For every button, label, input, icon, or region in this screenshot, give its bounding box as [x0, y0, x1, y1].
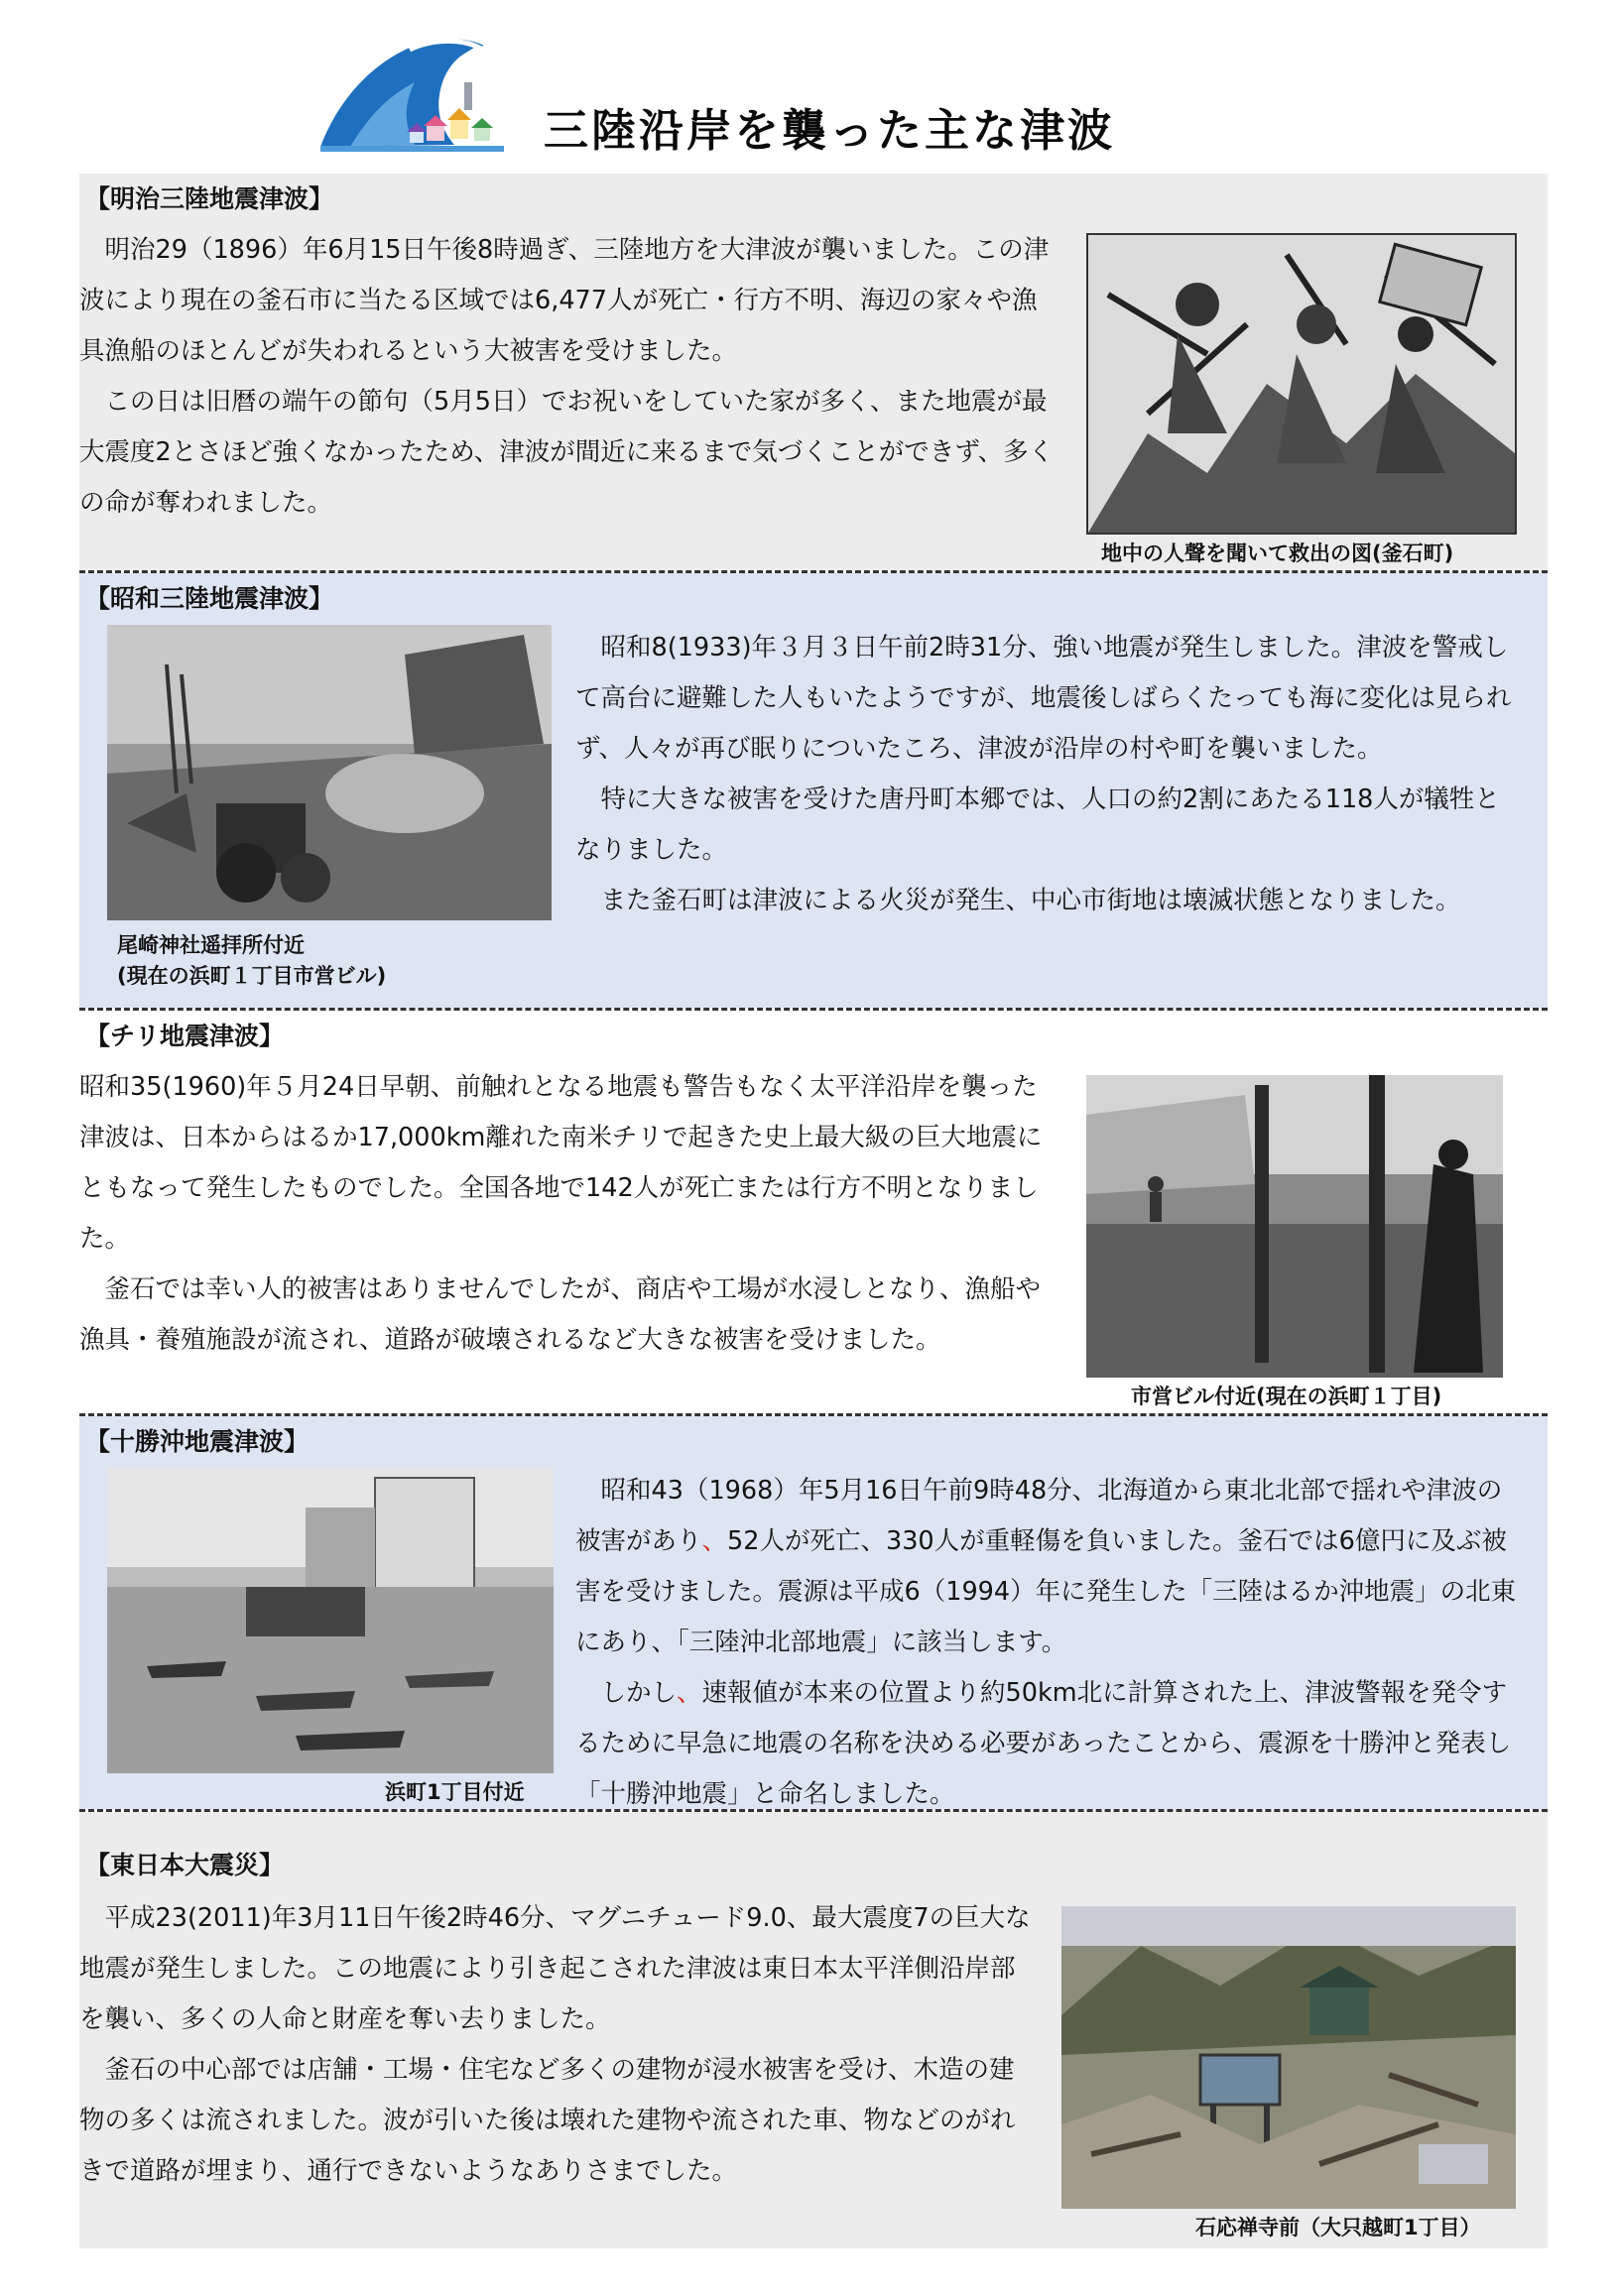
- photo-image: [107, 625, 552, 920]
- section-heading: 【チリ地震津波】: [85, 1022, 285, 1050]
- section-heading: 【昭和三陸地震津波】: [85, 584, 334, 613]
- photo-caption: 市営ビル付近(現在の浜町１丁目): [1131, 1385, 1442, 1408]
- tsunami-wave-logo-icon: [315, 28, 509, 162]
- meiji-woodblock-illustration: [1086, 233, 1517, 535]
- chile-flood-photo: [1086, 1075, 1503, 1378]
- page-header: [0, 0, 1617, 174]
- paragraph: [575, 1466, 1523, 1668]
- section-heading: 【明治三陸地震津波】: [85, 184, 334, 213]
- section-body: [575, 623, 1523, 926]
- paragraph: 昭和8(1933)年３月３日午前2時31分、強い地震が発生しました。津波を警戒して高台に避難した人もいたようですが、地震後しばらくたっても海に変化は見られず、人々が再び眠りについたころ、津波が沿岸の村や町を襲いました。: [575, 633, 1512, 764]
- section-body: [79, 1062, 1061, 1366]
- caption-line: 尾崎神社遥拝所付近: [117, 933, 305, 957]
- section-heading: 【東日本大震災】: [85, 1851, 285, 1879]
- section-chile: [79, 1011, 1548, 1413]
- section-body: [79, 225, 1061, 529]
- paragraph: 明治29（1896）年6月15日午後8時過ぎ、三陸地方を大津波が襲いました。この津波により現在の釜石市に当たる区域では6,477人が死亡・行方不明、海辺の家々や漁具漁船のほとんどが失われるという大被害を受けました。: [79, 235, 1050, 366]
- paragraph: この日は旧暦の端午の節句（5月5日）でお祝いをしていた家が多く、また地震が最大震度2とさほど強くなかったため、津波が間近に来るまで気づくことができず、多くの命が奪われました。: [79, 387, 1055, 518]
- section-higashi-nihon: [79, 1812, 1548, 2248]
- higashi-nihon-debris-photo: [1061, 1906, 1516, 2209]
- paragraph: 平成23(2011)年3月11日午後2時46分、マグニチュード9.0、最大震度7の巨大な地震が発生しました。この地震により引き起こされた津波は東日本太平洋側沿岸部を襲い、多くの人命と財産を奪い去りました。: [79, 1903, 1031, 2034]
- section-showa: [79, 573, 1548, 1008]
- tokachi-harbor-photo: [107, 1468, 554, 1773]
- photo-caption: 浜町1丁目付近: [385, 1780, 525, 1804]
- paragraph: 昭和35(1960)年５月24日早朝、前触れとなる地震も警告もなく太平洋沿岸を襲った津波は、日本からはるか17,000km離れた南米チリで起きた史上最大級の巨大地震にともなって発生したものでした。全国各地で142人が死亡または行方不明となりました。: [79, 1072, 1043, 1254]
- photo-caption: [117, 930, 386, 992]
- paragraph: 釜石の中心部では店舗・工場・住宅など多くの建物が浸水被害を受け、木造の建物の多くは流されました。波が引いた後は壊れた建物や流された車、物などのがれきで道路が埋まり、通行できないようなありさまでした。: [79, 2055, 1016, 2186]
- section-meiji: [79, 174, 1548, 570]
- paragraph: また釜石町は津波による火災が発生、中心市街地は壊滅状態となりました。: [600, 886, 1461, 915]
- text-run: しかし: [600, 1678, 678, 1708]
- section-heading: 【十勝沖地震津波】: [85, 1427, 310, 1456]
- paragraph: [575, 1668, 1523, 1820]
- section-body: [79, 1893, 1037, 2197]
- showa-damage-photo: [107, 625, 552, 920]
- photo-image: [1086, 1075, 1503, 1378]
- caption-line: (現在の浜町１丁目市営ビル): [117, 964, 387, 988]
- text-run: 昭和43（1968）年5月16日午前9時48分、北海道から東北北部で揺れや津波の被害があり: [575, 1476, 1503, 1556]
- page-title: 三陸沿岸を襲った主な津波: [544, 104, 1116, 157]
- illustration-image: [1088, 235, 1515, 533]
- red-comma-mark: 、: [677, 1678, 702, 1708]
- text-run: 52人が死亡、330人が重軽傷を負いました。釜石では6億円に及ぶ被害を受けました。震源は平成6（1994）年に発生した「三陸はるか沖地震」の北東にあり、「三陸沖北部地震」に該当します。: [575, 1526, 1517, 1657]
- red-comma-mark: 、: [701, 1526, 728, 1556]
- section-body: [575, 1466, 1523, 1820]
- photo-image: [1061, 1906, 1516, 2209]
- section-tokachi: [79, 1416, 1548, 1809]
- photo-image: [107, 1468, 554, 1773]
- text-run: 速報値が本来の位置より約50km北に計算された上、津波警報を発令するために早急に地震の名称を決める必要があったことから、震源を十勝沖と発表し「十勝沖地震」と命名しました。: [575, 1678, 1512, 1809]
- photo-caption: 地中の人聲を聞いて救出の図(釜石町): [1101, 542, 1454, 565]
- paragraph: 釜石では幸い人的被害はありませんでしたが、商店や工場が水浸しとなり、漁船や漁具・養殖施設が流され、道路が破壊されるなど大きな被害を受けました。: [79, 1274, 1042, 1355]
- photo-caption: 石応禅寺前（大只越町1丁目）: [1195, 2216, 1481, 2239]
- paragraph: 特に大きな被害を受けた唐丹町本郷では、人口の約2割にあたる118人が犠牲となりました。: [575, 785, 1500, 865]
